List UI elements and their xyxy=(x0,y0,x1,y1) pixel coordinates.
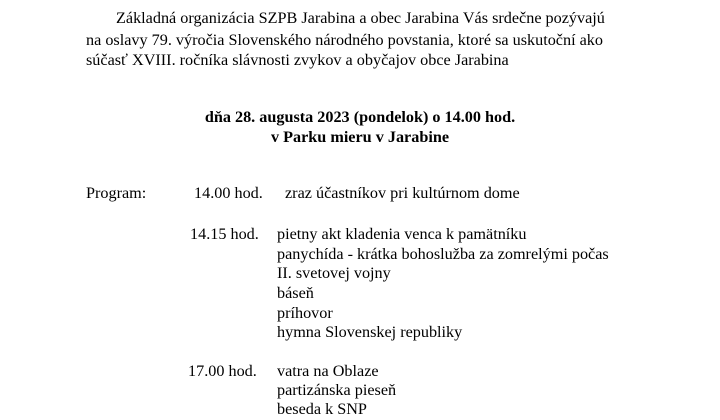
program-item: panychída - krátka bohoslužba za zomrelými počas xyxy=(277,245,609,263)
program-item: báseň xyxy=(277,284,314,302)
intro-line-1: Základná organizácia SZPB Jarabina a obec Jarabina Vás srdečne pozývajú xyxy=(116,9,605,27)
program-item: hymna Slovenskej republiky xyxy=(277,323,463,341)
program-item: zraz účastníkov pri kultúrnom dome xyxy=(285,184,520,202)
intro-line-3: súčasť XVIII. ročníka slávnosti zvykov a obyčajov obce Jarabina xyxy=(86,51,509,69)
intro-line-2: na oslavy 79. výročia Slovenského národného povstania, ktoré sa uskutoční ako xyxy=(86,31,603,49)
program-time-1: 14.00 hod. xyxy=(194,184,263,202)
program-item: partizánska pieseň xyxy=(277,381,397,399)
program-item: príhovor xyxy=(277,304,333,322)
program-time-3: 17.00 hod. xyxy=(188,362,257,380)
program-item: vatra na Oblaze xyxy=(277,362,379,380)
program-time-2: 14.15 hod. xyxy=(190,225,259,243)
event-place: v Parku mieru v Jarabine xyxy=(270,128,450,146)
program-item: II. svetovej vojny xyxy=(277,264,391,282)
program-item: beseda k SNP xyxy=(277,400,367,418)
event-date: dňa 28. augusta 2023 (pondelok) o 14.00 hod. xyxy=(204,108,516,126)
program-item: pietny akt kladenia venca k pamätníku xyxy=(277,225,527,243)
program-label: Program: xyxy=(86,184,147,202)
